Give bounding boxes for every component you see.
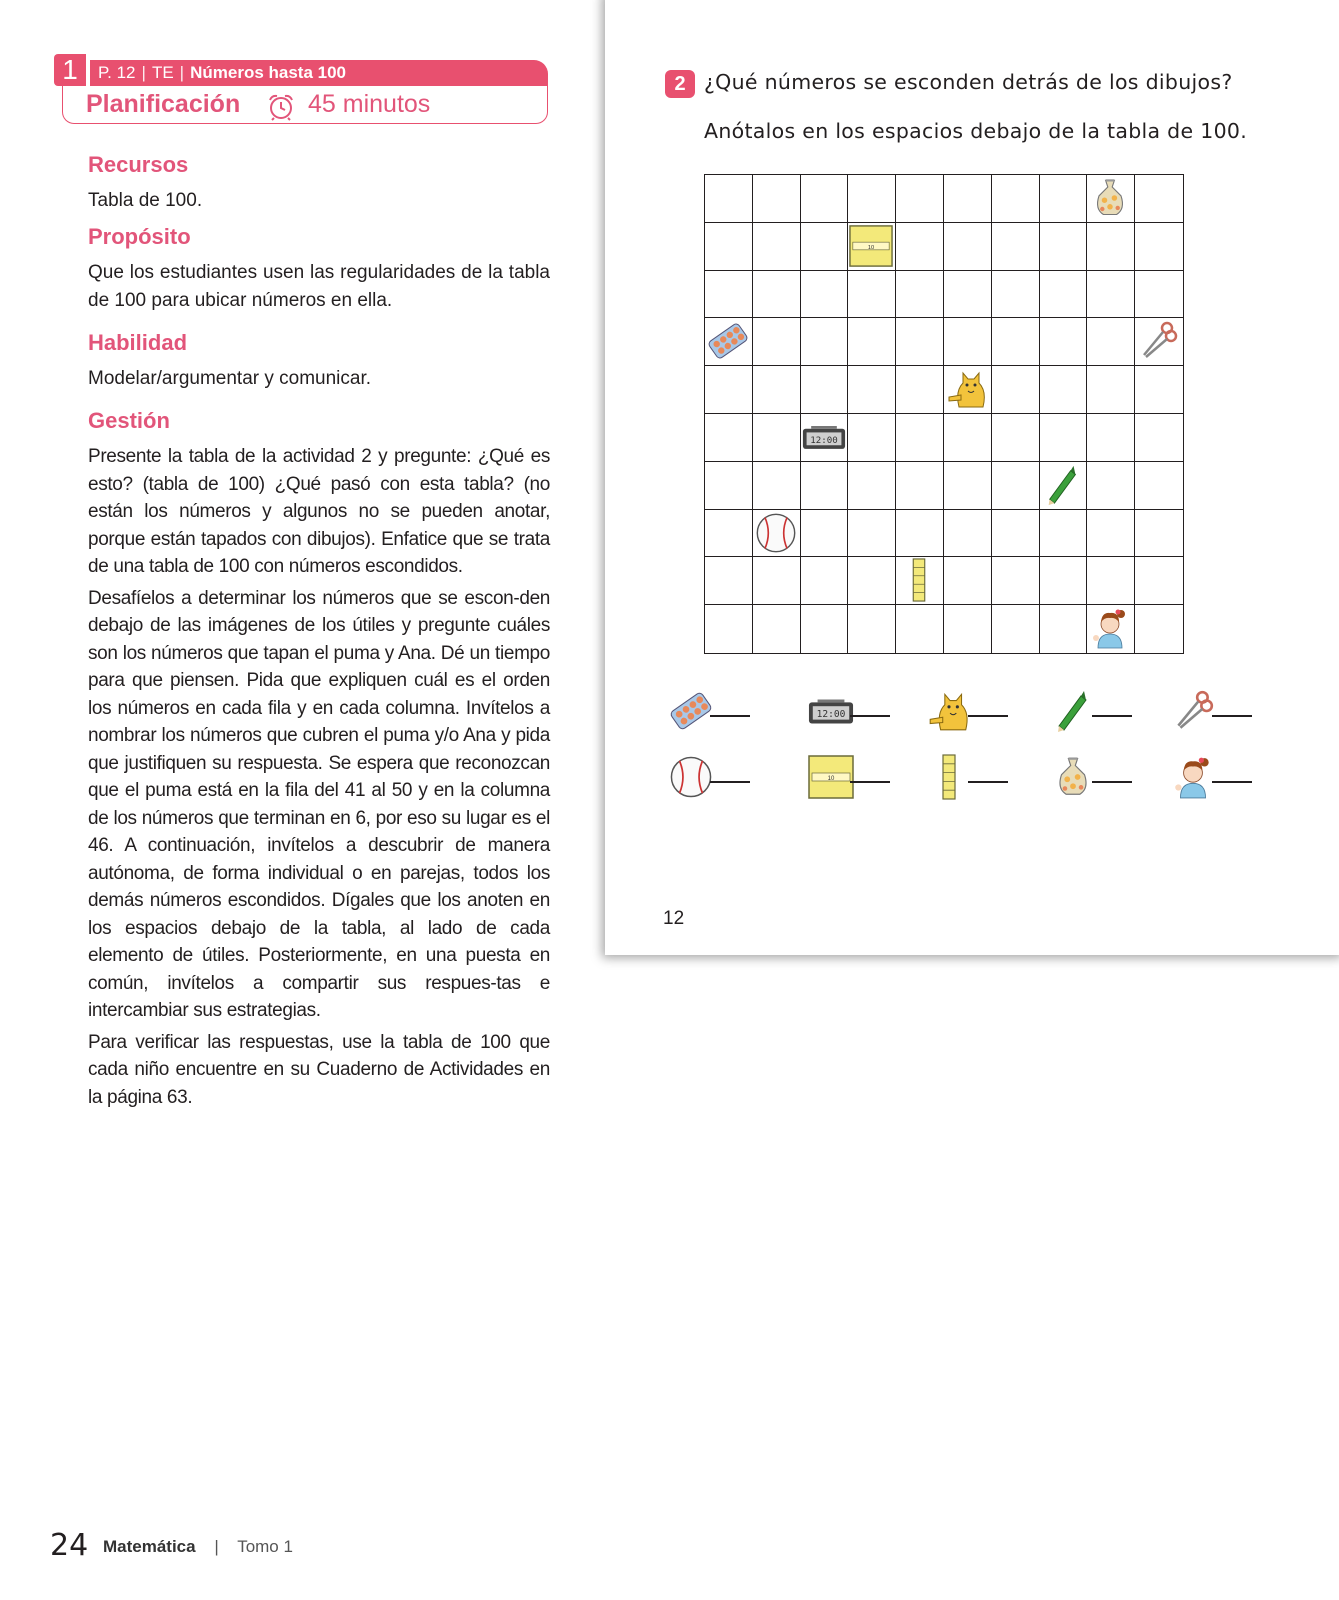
grid-cell (896, 557, 944, 605)
grid-cell (1087, 414, 1135, 462)
grid-cell (896, 175, 944, 223)
grid-cell (848, 223, 896, 271)
grid-cell (944, 271, 992, 319)
grid-cell (1087, 510, 1135, 558)
grid-cell (753, 557, 801, 605)
grid-cell (944, 557, 992, 605)
grid-cell (1135, 271, 1183, 319)
grid-cell (848, 271, 896, 319)
answer-blank[interactable] (850, 715, 890, 717)
answer-item-pencil (1050, 688, 1096, 739)
scissors-icon (1170, 688, 1216, 734)
grid-cell (801, 557, 849, 605)
grid-cell (801, 414, 849, 462)
answer-item-puma (926, 688, 972, 739)
grid-cell (753, 605, 801, 653)
grid-cell (801, 605, 849, 653)
grid-cell (1135, 414, 1183, 462)
section-title-proposito: Propósito (88, 224, 191, 249)
gestion-paragraph-2: Desafíelos a determinar los números que se escon-den debajo de las imágenes de los útiles y pregunte cuáles son los números que tapan el puma y Ana. Dé un tiempo para que piensen. Pida que expliquen cuál es el orden los números en cada fila y en cada columna. Invítelos a nombrar los números que cubren el puma y/o Ana y pida que justifiquen su respuesta. Se espera que reconozcan que el puma está en la fila del 41 al 50 y en la columna de los números que terminan en 6, por eso su lugar es el 46. A continuación, invítelos a descubrir de manera autónoma, de forma individual o en parejas, todos los demás números escondidos. Dígales que los anoten en los espacios debajo de la tabla, al lado de cada elemento de útiles. Posteriormente, en una puesta en común, invítelos a compartir sus respues-tas e intercambiar sus estrategias. (88, 587, 550, 1021)
grid-cell (896, 223, 944, 271)
grid-cell (896, 271, 944, 319)
proposito-text: Que los estudiantes usen las regularidades de la tabla de 100 para ubicar números en ella. (88, 262, 550, 311)
answer-item-ana (1170, 754, 1216, 805)
answer-blank[interactable] (710, 715, 750, 717)
grid-cell (705, 557, 753, 605)
answer-blank[interactable] (1092, 781, 1132, 783)
page-ref: P. 12 (98, 63, 136, 82)
grid-cell (801, 462, 849, 510)
footer-separator: | (214, 1537, 219, 1556)
grid-cell (753, 318, 801, 366)
grid-cell (753, 175, 801, 223)
grid-cell (944, 223, 992, 271)
grid-cell (848, 366, 896, 414)
grid-cell (944, 510, 992, 558)
grid-cell (801, 366, 849, 414)
grid-cell (992, 366, 1040, 414)
grid-cell (753, 510, 801, 558)
grid-cell (1040, 462, 1088, 510)
grid-cell (992, 557, 1040, 605)
grid-cell (753, 223, 801, 271)
puma-icon (945, 367, 989, 411)
grid-cell (753, 462, 801, 510)
bag-icon (1050, 754, 1096, 800)
footer-page-number: 24 (50, 1528, 89, 1563)
answer-item-scissors (1170, 688, 1216, 739)
grid-cell (1135, 605, 1183, 653)
section-title-habilidad: Habilidad (88, 330, 188, 355)
grid-cell (705, 510, 753, 558)
ana-icon (1170, 754, 1216, 800)
rod-icon (926, 754, 972, 800)
lesson-topic: Números hasta 100 (190, 63, 346, 82)
grid-cell (1135, 462, 1183, 510)
grid-cell (1087, 366, 1135, 414)
grid-cell (801, 223, 849, 271)
grid-cell (1087, 557, 1135, 605)
answer-blank[interactable] (850, 781, 890, 783)
gestion-paragraph-1: Presente la tabla de la actividad 2 y pregunte: ¿Qué es esto? (tabla de 100) ¿Qué pasó con esta tabla? (no están los números y algunos no se pueden anotar, porque están tapados con dibujos). Enfatice que se trata de una tabla de 100 con números escondidos. (88, 446, 550, 577)
grid-cell (896, 510, 944, 558)
baseball-icon (668, 754, 714, 800)
grid-cell (992, 175, 1040, 223)
grid-cell (705, 414, 753, 462)
alarm-clock-icon (266, 93, 296, 121)
answer-blank[interactable] (968, 781, 1008, 783)
grid-cell (992, 318, 1040, 366)
scissors-icon (1136, 319, 1180, 363)
grid-cell (992, 462, 1040, 510)
grid-cell (1135, 318, 1183, 366)
grid-cell (1040, 175, 1088, 223)
grid-cell (1040, 223, 1088, 271)
answer-item-egg-tray (668, 688, 714, 739)
lesson-header-bar: P. 12 | TE | Números hasta 100 (90, 60, 548, 86)
ten-block-icon (808, 754, 854, 800)
grid-cell (848, 318, 896, 366)
question-number-badge: 2 (665, 70, 695, 98)
answer-blank[interactable] (1092, 715, 1132, 717)
grid-cell (848, 175, 896, 223)
grid-cell (944, 462, 992, 510)
grid-cell (992, 414, 1040, 462)
puma-icon (926, 688, 972, 734)
grid-cell (705, 318, 753, 366)
grid-cell (753, 414, 801, 462)
grid-cell (848, 510, 896, 558)
grid-cell (896, 318, 944, 366)
grid-cell (705, 223, 753, 271)
answer-item-bag (1050, 754, 1096, 805)
grid-cell (1135, 175, 1183, 223)
lesson-number-badge: 1 (54, 54, 86, 86)
grid-cell (944, 414, 992, 462)
baseball-icon (754, 511, 798, 555)
gestion-body (88, 443, 550, 1115)
grid-cell (992, 223, 1040, 271)
egg-tray-icon (706, 319, 750, 363)
question-instruction: Anótalos en los espacios debajo de la tabla de 100. (704, 119, 1248, 143)
answer-blank[interactable] (968, 715, 1008, 717)
gestion-paragraph-3: Para verificar las respuestas, use la tabla de 100 que cada niño encuentre en su Cuaderno de Actividades en la página 63. (88, 1031, 550, 1108)
section-title-recursos: Recursos (88, 152, 189, 177)
grid-cell (1040, 557, 1088, 605)
question-text: ¿Qué números se esconden detrás de los dibujos? (704, 70, 1233, 94)
grid-cell (944, 175, 992, 223)
grid-cell (896, 366, 944, 414)
grid-cell (848, 414, 896, 462)
grid-cell (801, 175, 849, 223)
grid-cell (801, 318, 849, 366)
recursos-text: Tabla de 100. (88, 190, 203, 211)
answer-blank[interactable] (1212, 715, 1252, 717)
planning-time: 45 minutos (308, 90, 431, 118)
grid-cell (1135, 366, 1183, 414)
grid-cell (705, 175, 753, 223)
answer-item-rod (926, 754, 972, 805)
grid-cell (1040, 271, 1088, 319)
ten-block-icon (849, 224, 893, 268)
egg-tray-icon (668, 688, 714, 734)
grid-cell (753, 366, 801, 414)
habilidad-text: Modelar/argumentar y comunicar. (88, 368, 372, 389)
grid-cell (992, 271, 1040, 319)
section-title-gestion: Gestión (88, 408, 170, 433)
bag-icon (1088, 176, 1132, 220)
answer-item-clock (808, 688, 854, 739)
grid-cell (1087, 223, 1135, 271)
grid-cell (944, 318, 992, 366)
grid-cell (1040, 366, 1088, 414)
grid-cell (801, 510, 849, 558)
grid-cell (896, 462, 944, 510)
hundred-chart-grid (704, 174, 1184, 654)
grid-cell (896, 414, 944, 462)
grid-cell (848, 557, 896, 605)
grid-cell (992, 510, 1040, 558)
grid-cell (705, 462, 753, 510)
grid-cell (944, 605, 992, 653)
grid-cell (1087, 605, 1135, 653)
grid-cell (1135, 223, 1183, 271)
grid-cell (944, 366, 992, 414)
answer-item-ten-block (808, 754, 854, 805)
footer-subject: Matemática (103, 1537, 196, 1556)
pencil-icon (1050, 688, 1096, 734)
student-page-number: 12 (663, 908, 685, 929)
grid-cell (1087, 318, 1135, 366)
answer-blank[interactable] (1212, 781, 1252, 783)
grid-cell (1087, 462, 1135, 510)
grid-cell (801, 271, 849, 319)
pencil-icon (1041, 463, 1085, 507)
grid-cell (1087, 175, 1135, 223)
grid-cell (753, 271, 801, 319)
grid-cell (1040, 318, 1088, 366)
grid-cell (1040, 605, 1088, 653)
clock-icon (802, 415, 846, 459)
grid-cell (705, 366, 753, 414)
grid-cell (1135, 557, 1183, 605)
grid-cell (705, 271, 753, 319)
answer-item-baseball (668, 754, 714, 805)
planning-title: Planificación (86, 90, 241, 118)
grid-cell (896, 605, 944, 653)
lesson-type: TE (151, 63, 174, 82)
answer-blank[interactable] (710, 781, 750, 783)
grid-cell (1135, 510, 1183, 558)
grid-cell (992, 605, 1040, 653)
footer-text (103, 1537, 293, 1557)
grid-cell (1087, 271, 1135, 319)
grid-cell (1040, 510, 1088, 558)
ana-icon (1088, 606, 1132, 650)
grid-cell (848, 605, 896, 653)
grid-cell (1040, 414, 1088, 462)
rod-icon (897, 558, 941, 602)
footer-volume: Tomo 1 (237, 1537, 293, 1556)
grid-cell (705, 605, 753, 653)
grid-cell (848, 462, 896, 510)
clock-icon (808, 688, 854, 734)
